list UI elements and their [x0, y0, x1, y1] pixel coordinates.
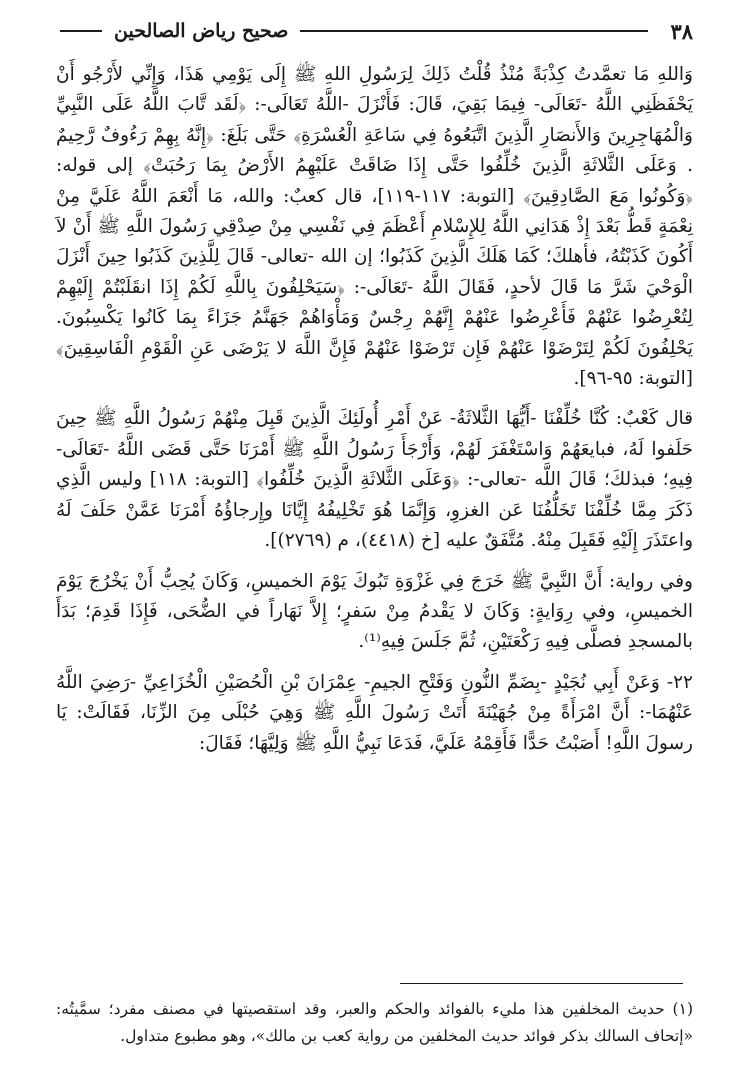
header-rule-end: [60, 30, 102, 32]
main-text: [56, 60, 693, 759]
header-rule: [300, 30, 648, 32]
book-title: صحيح رياض الصالحين: [114, 20, 289, 42]
paragraph-riwaya: وفي رواية: أَنَّ النَّبِيَّ ﷺ خَرَجَ فِي غَزْوَةِ تَبُوكَ يَوْمَ الخميسِ، وَكَانَ يُحِبُّ أَنْ يَخْرُجَ يَوْمَ الخميسِ، وفي رِوَايةٍ: وَكَانَ لا يَقْدمُ مِنْ سَفرٍ؛ إِلاَّ نَهَاراً في الضُّحَى، فَإِذَا قَدِمَ؛ بَدَأَ بالمسجدِ فصلَّى فِيهِ رَكْعَتَيْنِ، ثُمَّ جَلَسَ فِيهِ⁽¹⁾.: [56, 570, 693, 653]
paragraph-hadith-22: ٢٢- وَعَنْ أَبِي نُجَيْدٍ -بِضَمِّ النُّونِ وَفَتْحِ الجيمِ- عِمْرَانَ بْنِ الْحُصَيْنِ الْخُزَاعِيِّ -رَضِيَ اللَّهُ عَنْهُمَا-: أَنَّ امْرَأَةً مِنْ جُهَيْنَةَ أَتَتْ رَسُولَ اللَّهِ ﷺ وَهِيَ حُبْلَى مِنَ الزِّنَا، فَقَالَتْ: يَا رسولَ اللَّهِ! أَصَبْتُ حَدًّا فَأَقِمْهُ عَلَيَّ، فَدَعَا نَبِيُّ اللَّهِ ﷺ وَلِيَّهَا؛ فَقَالَ:: [56, 671, 693, 754]
footnote: (١) حديث المخلفين هذا مليء بالفوائد والحكم والعبر، وقد استقصيتها في مصنف مفرد؛ سمَّيتُه: «إتحاف السالك بذكر فوائد حديث المخلفين من رواية كعب بن مالك»، وهو مطبوع متداول.: [56, 1000, 693, 1045]
paragraph-kaab-continuation: قال كَعْبٌ: كُنَّا خُلِّفْنَا -أَيُّهَا الثَّلاثَةُ- عَنْ أَمْرِ أُولَئِكَ الَّذِينَ قَبِلَ مِنْهُمْ رَسُولُ اللَّهِ ﷺ حِينَ حَلَفوا لَهُ، فبايعَهُمْ وَاسْتَغْفَرَ لَهُمْ، وَأَرْجَأَ رَسُولُ اللَّهِ ﷺ أَمْرَنَا حَتَّى قَضَى اللَّهُ -تَعَالَى- فِيهِ؛ فبذلكَ؛ قَالَ اللَّه -تعالى-: ﴿وَعَلَى الثَّلاثَةِ الَّذِينَ خُلِّفُوا﴾ [التوبة: ١١٨] وليس الَّذِي ذَكَرَ مِمَّا خُلِّفْنَا تَخَلُّفُنَا عَن الغزوِ، وَإِنَّمَا هُوَ تَخْلِيفُهُ إِيَّانَا وإِرجاؤُهُ أَمْرَنَا عَمَّنْ حَلَفَ لَهُ واعتَذَرَ إِلَيْهِ فَقَبِلَ مِنْهُ. مُتَّفَقٌ عليه [خ (٤٤١٨)، م (٢٧٦٩)].: [56, 408, 694, 552]
page-header: [60, 14, 693, 48]
paragraph-kaab-hadith: وَاللهِ مَا تعمَّدتُ كِذْبَةً مُنْذُ قُلْتُ ذَلِكَ لِرَسُولِ اللهِ ﷺ إِلَى يَوْمِي هَذَا، وَإِنِّي لأَرْجُو أَنْ يَحْفَظَنِي اللَّهُ -تَعَالَى- فِيمَا بَقِيَ، قَالَ: فَأَنْزَلَ -اللَّهُ تَعَالَى-: ﴿لَقَد تَّابَ اللَّهُ عَلَى النَّبِيِّ وَالْمُهَاجِرِينَ وَالأَنصَارِ الَّذِينَ اتَّبَعُوهُ فِي سَاعَةِ الْعُسْرَةِ﴾ حَتَّى بَلَغَ: ﴿إِنَّهُ بِهِمْ رَءُوفٌ رَّحِيمٌ . وَعَلَى الثَّلاثَةِ الَّذِينَ خُلِّفُوا حَتَّى إِذَا ضَاقَتْ عَلَيْهِمُ الأَرْضُ بِمَا رَحُبَتْ﴾ إلى قوله: ﴿وَكُونُوا مَعَ الصَّادِقِينَ﴾ [التوبة: ١١٧-١١٩]، قال كعبٌ: والله، مَا أَنْعَمَ اللَّهُ عَلَيَّ مِنْ نِعْمَةٍ قَطُّ بَعْدَ إِذْ هَدَانِي اللَّهُ لِلإِسْلامِ أَعْظَمَ فِي نَفْسِي مِنْ صِدْقِي رَسُولَ اللَّهِ ﷺ أَنْ لاَ أَكُونَ كَذَبْتُهُ، فأهلكَ؛ كَمَا هَلَكَ الَّذِينَ كَذَبُوا؛ إن الله -تعالى- قَالَ لِلَّذِينَ كَذَبُوا حِينَ أَنْزَلَ الْوَحْيَ شَرَّ مَا قَالَ لأحدٍ، فَقَالَ اللَّهُ -تَعَالَى-: ﴿سَيَحْلِفُونَ بِاللَّهِ لَكُمْ إِذَا انقَلَبْتُمْ إِلَيْهِمْ لِتُعْرِضُوا عَنْهُمْ فَأَعْرِضُوا عَنْهُمْ إِنَّهُمْ رِجْسٌ وَمَأْوَاهُمْ جَهَنَّمُ جَزَاءً بِمَا كَانُوا يَكْسِبُونَ. يَحْلِفُونَ لَكُمْ لِتَرْضَوْا عَنْهُمْ فَإِن تَرْضَوْا عَنْهُمْ فَإِنَّ اللَّهَ لا يَرْضَى عَنِ الْقَوْمِ الْفَاسِقِينَ﴾ [التوبة: ٩٥-٩٦].: [56, 64, 693, 390]
footnote-separator: [400, 983, 683, 984]
page-number: ٣٨: [670, 18, 693, 44]
